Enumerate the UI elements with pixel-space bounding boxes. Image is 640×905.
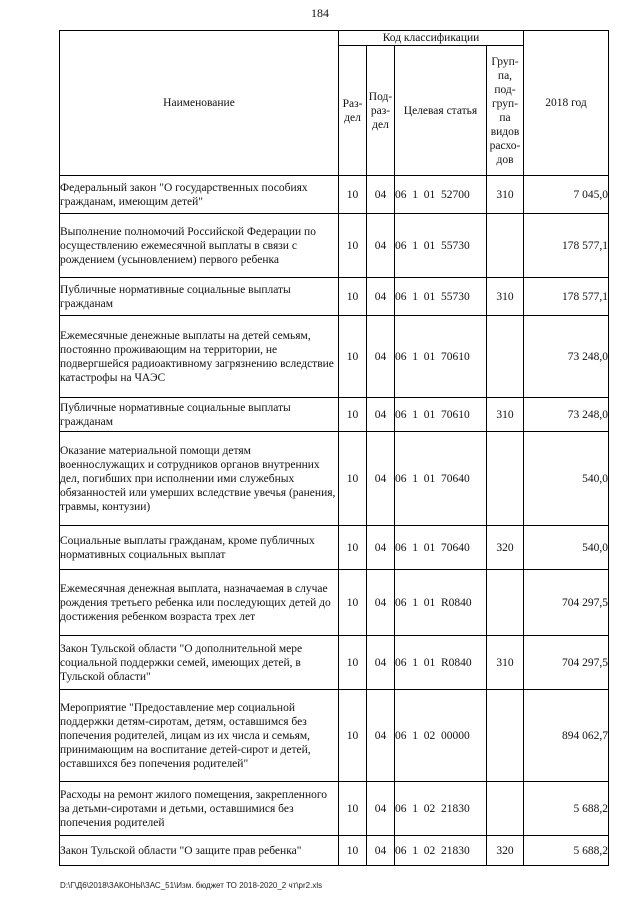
row-target: 06 1 02 21830 bbox=[395, 836, 487, 866]
row-target: 06 1 01 52700 bbox=[395, 176, 487, 214]
row-amount: 73 248,0 bbox=[524, 316, 609, 398]
row-group bbox=[487, 316, 524, 398]
row-target: 06 1 01 70640 bbox=[395, 432, 487, 526]
row-group bbox=[487, 214, 524, 278]
row-amount: 540,0 bbox=[524, 526, 609, 570]
table-row bbox=[60, 214, 609, 278]
table-row bbox=[60, 836, 609, 866]
header-year: 2018 год bbox=[524, 31, 609, 176]
row-podrazdel: 04 bbox=[367, 316, 395, 398]
row-razdel: 10 bbox=[339, 526, 367, 570]
row-group: 310 bbox=[487, 398, 524, 432]
row-name: Закон Тульской области "О защите прав ребенка" bbox=[60, 836, 339, 866]
row-name: Закон Тульской области "О дополнительной мере социальной поддержки семей, имеющих детей, в Тульской области" bbox=[60, 636, 339, 690]
row-razdel: 10 bbox=[339, 432, 367, 526]
row-podrazdel: 04 bbox=[367, 690, 395, 782]
table-row bbox=[60, 398, 609, 432]
row-group: 320 bbox=[487, 526, 524, 570]
row-razdel: 10 bbox=[339, 398, 367, 432]
table-row bbox=[60, 570, 609, 636]
header-podrazdel: Под- раз- дел bbox=[367, 46, 395, 176]
table-row bbox=[60, 316, 609, 398]
row-amount: 178 577,1 bbox=[524, 278, 609, 316]
row-target: 06 1 02 00000 bbox=[395, 690, 487, 782]
table-row bbox=[60, 526, 609, 570]
row-razdel: 10 bbox=[339, 636, 367, 690]
row-amount: 5 688,2 bbox=[524, 836, 609, 866]
row-name: Федеральный закон "О государственных пособиях гражданам, имеющим детей" bbox=[60, 176, 339, 214]
row-name: Публичные нормативные социальные выплаты гражданам bbox=[60, 278, 339, 316]
row-razdel: 10 bbox=[339, 176, 367, 214]
row-amount: 73 248,0 bbox=[524, 398, 609, 432]
row-name: Ежемесячные денежные выплаты на детей семьям, постоянно проживающим на территории, не подвергшейся радиоактивному загрязнению вследствие катастрофы на ЧАЭС bbox=[60, 316, 339, 398]
file-path-footer: D:\Г\Д6\2018\ЗАКОНЫ\ЗАС_51\Изм. бюджет ТО 2018-2020_2 чт\pr2.xls bbox=[60, 881, 323, 890]
header-group: Груп- па, под- груп- па видов расхо- дов bbox=[487, 46, 524, 176]
row-target: 06 1 01 R0840 bbox=[395, 570, 487, 636]
row-razdel: 10 bbox=[339, 278, 367, 316]
row-razdel: 10 bbox=[339, 214, 367, 278]
row-amount: 178 577,1 bbox=[524, 214, 609, 278]
row-amount: 704 297,5 bbox=[524, 570, 609, 636]
row-group: 310 bbox=[487, 636, 524, 690]
row-name: Социальные выплаты гражданам, кроме публичных нормативных социальных выплат bbox=[60, 526, 339, 570]
row-podrazdel: 04 bbox=[367, 398, 395, 432]
row-podrazdel: 04 bbox=[367, 176, 395, 214]
row-razdel: 10 bbox=[339, 570, 367, 636]
row-target: 06 1 01 70610 bbox=[395, 398, 487, 432]
row-target: 06 1 01 55730 bbox=[395, 278, 487, 316]
row-razdel: 10 bbox=[339, 782, 367, 836]
table-row bbox=[60, 278, 609, 316]
row-amount: 5 688,2 bbox=[524, 782, 609, 836]
row-group: 310 bbox=[487, 278, 524, 316]
row-group bbox=[487, 690, 524, 782]
table-row bbox=[60, 782, 609, 836]
row-group bbox=[487, 782, 524, 836]
header-razdel: Раз- дел bbox=[339, 46, 367, 176]
row-razdel: 10 bbox=[339, 316, 367, 398]
row-podrazdel: 04 bbox=[367, 570, 395, 636]
row-podrazdel: 04 bbox=[367, 636, 395, 690]
row-target: 06 1 01 R0840 bbox=[395, 636, 487, 690]
row-target: 06 1 01 55730 bbox=[395, 214, 487, 278]
row-target: 06 1 02 21830 bbox=[395, 782, 487, 836]
row-group: 310 bbox=[487, 176, 524, 214]
budget-table bbox=[59, 30, 609, 866]
row-razdel: 10 bbox=[339, 836, 367, 866]
row-amount: 894 062,7 bbox=[524, 690, 609, 782]
row-podrazdel: 04 bbox=[367, 432, 395, 526]
row-podrazdel: 04 bbox=[367, 526, 395, 570]
row-podrazdel: 04 bbox=[367, 782, 395, 836]
row-razdel: 10 bbox=[339, 690, 367, 782]
row-target: 06 1 01 70640 bbox=[395, 526, 487, 570]
row-name: Мероприятие "Предоставление мер социальной поддержки детям-сиротам, детям, оставшимся без попечения родителей, лицам из их числа и семьям, принимающим на воспитание детей-сирот и детей, оставшихся без попечения родителей" bbox=[60, 690, 339, 782]
row-name: Публичные нормативные социальные выплаты гражданам bbox=[60, 398, 339, 432]
row-amount: 540,0 bbox=[524, 432, 609, 526]
row-target: 06 1 01 70610 bbox=[395, 316, 487, 398]
row-amount: 704 297,5 bbox=[524, 636, 609, 690]
header-target: Целевая статья bbox=[395, 46, 487, 176]
row-podrazdel: 04 bbox=[367, 836, 395, 866]
header-code: Код классификации bbox=[339, 31, 524, 46]
table-row bbox=[60, 176, 609, 214]
row-podrazdel: 04 bbox=[367, 214, 395, 278]
row-group: 320 bbox=[487, 836, 524, 866]
table-row bbox=[60, 636, 609, 690]
row-group bbox=[487, 432, 524, 526]
row-group bbox=[487, 570, 524, 636]
table-row bbox=[60, 432, 609, 526]
row-podrazdel: 04 bbox=[367, 278, 395, 316]
row-name: Ежемесячная денежная выплата, назначаемая в случае рождения третьего ребенка или последующих детей до достижения ребенком возраста трех лет bbox=[60, 570, 339, 636]
row-name: Выполнение полномочий Российской Федерации по осуществлению ежемесячной выплаты в связи с рождением (усыновлением) первого ребенка bbox=[60, 214, 339, 278]
row-amount: 7 045,0 bbox=[524, 176, 609, 214]
page-number: 184 bbox=[311, 6, 329, 20]
header-name: Наименование bbox=[60, 31, 339, 176]
table-row bbox=[60, 690, 609, 782]
row-name: Расходы на ремонт жилого помещения, закрепленного за детьми-сиротами и детьми, оставшимися без попечения родителей bbox=[60, 782, 339, 836]
row-name: Оказание материальной помощи детям военнослужащих и сотрудников органов внутренних дел, погибших при исполнении ими служебных обязанностей или умерших вследствие увечья (ранения, травмы, контузии) bbox=[60, 432, 339, 526]
